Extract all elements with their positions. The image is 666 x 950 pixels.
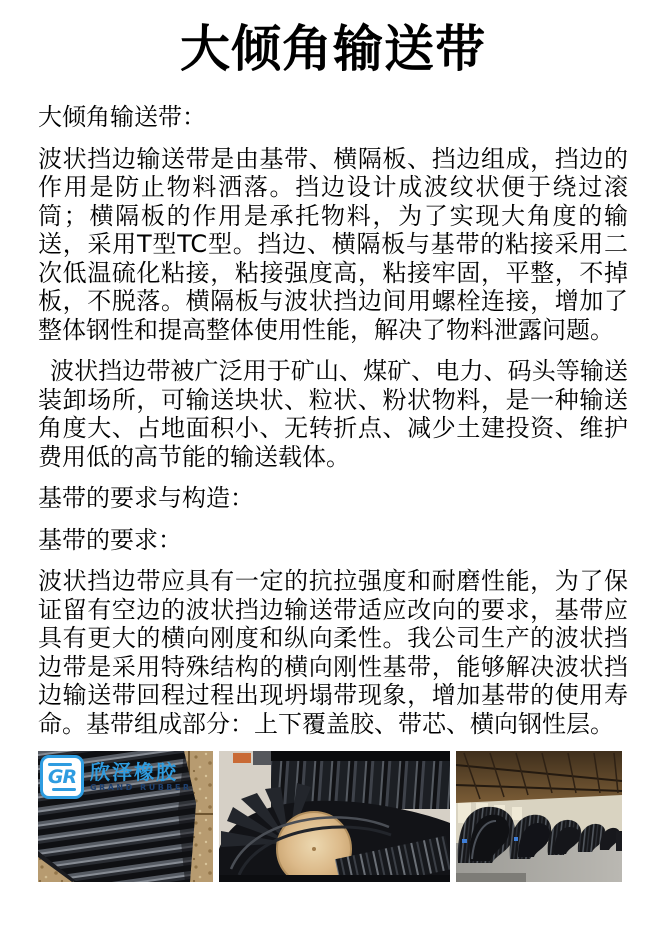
photo-2-illustration <box>219 751 450 882</box>
paragraph-applications: 波状挡边带被广泛用于矿山、煤矿、电力、码头等输送装卸场所，可输送块状、粒状、粉状物料，是一种输送角度大、占地面积小、无转折点、减少土建投资、维护费用低的高节能的输送载体。 <box>38 357 628 471</box>
photo-1-illustration <box>38 751 213 882</box>
corrugated-sidewall-sheet-stack-photo <box>38 751 213 882</box>
paragraph-intro-label: 大倾角输送带： <box>38 103 206 131</box>
sidewall-belts-factory-hall-photo <box>456 751 622 882</box>
paragraph-baseband-details: 波状挡边带应具有一定的抗拉强度和耐磨性能，为了保证留有空边的波状挡边输送带适应改向的要求，基带应具有更大的横向刚度和纵向柔性。我公司生产的波状挡边带是采用特殊结构的横向刚性基带，能够解决波状挡边输送带回程过程出现坍塌带现象，增加基带的使用寿命。基带组成部分：上下覆盖胶、带芯、横向钢性层。 <box>38 567 628 738</box>
brand-name-cn: 欣泽橡胶 <box>90 760 178 784</box>
brand-name-en: GRAND RUBBER <box>90 783 192 792</box>
paragraph-baseband-heading: 基带的要求与构造： <box>38 484 254 512</box>
paragraph-baseband-requirements-heading: 基带的要求： <box>38 525 182 554</box>
product-description <box>0 103 666 738</box>
sidewall-belt-roll-closeup-photo <box>219 751 450 882</box>
product-photo-gallery <box>38 751 666 882</box>
product-detail-page <box>0 20 666 882</box>
photo-3-illustration <box>456 751 622 882</box>
page-title: 大倾角输送带 <box>180 20 486 78</box>
paragraph-structure: 波状挡边输送带是由基带、横隔板、挡边组成，挡边的作用是防止物料洒落。挡边设计成波纹状便于绕过滚筒；横隔板的作用是承托物料，为了实现大角度的输送，采用T型TC型。挡边、横隔板与基带的粘接采用二次低温硫化粘接，粘接强度高，粘接牢固，平整，不掉板，不脱落。横隔板与波状挡边间用螺栓连接，增加了整体钢性和提高整体使用性能，解决了物料泄露问题。 <box>38 144 628 344</box>
logo-monogram: GR <box>47 766 77 788</box>
